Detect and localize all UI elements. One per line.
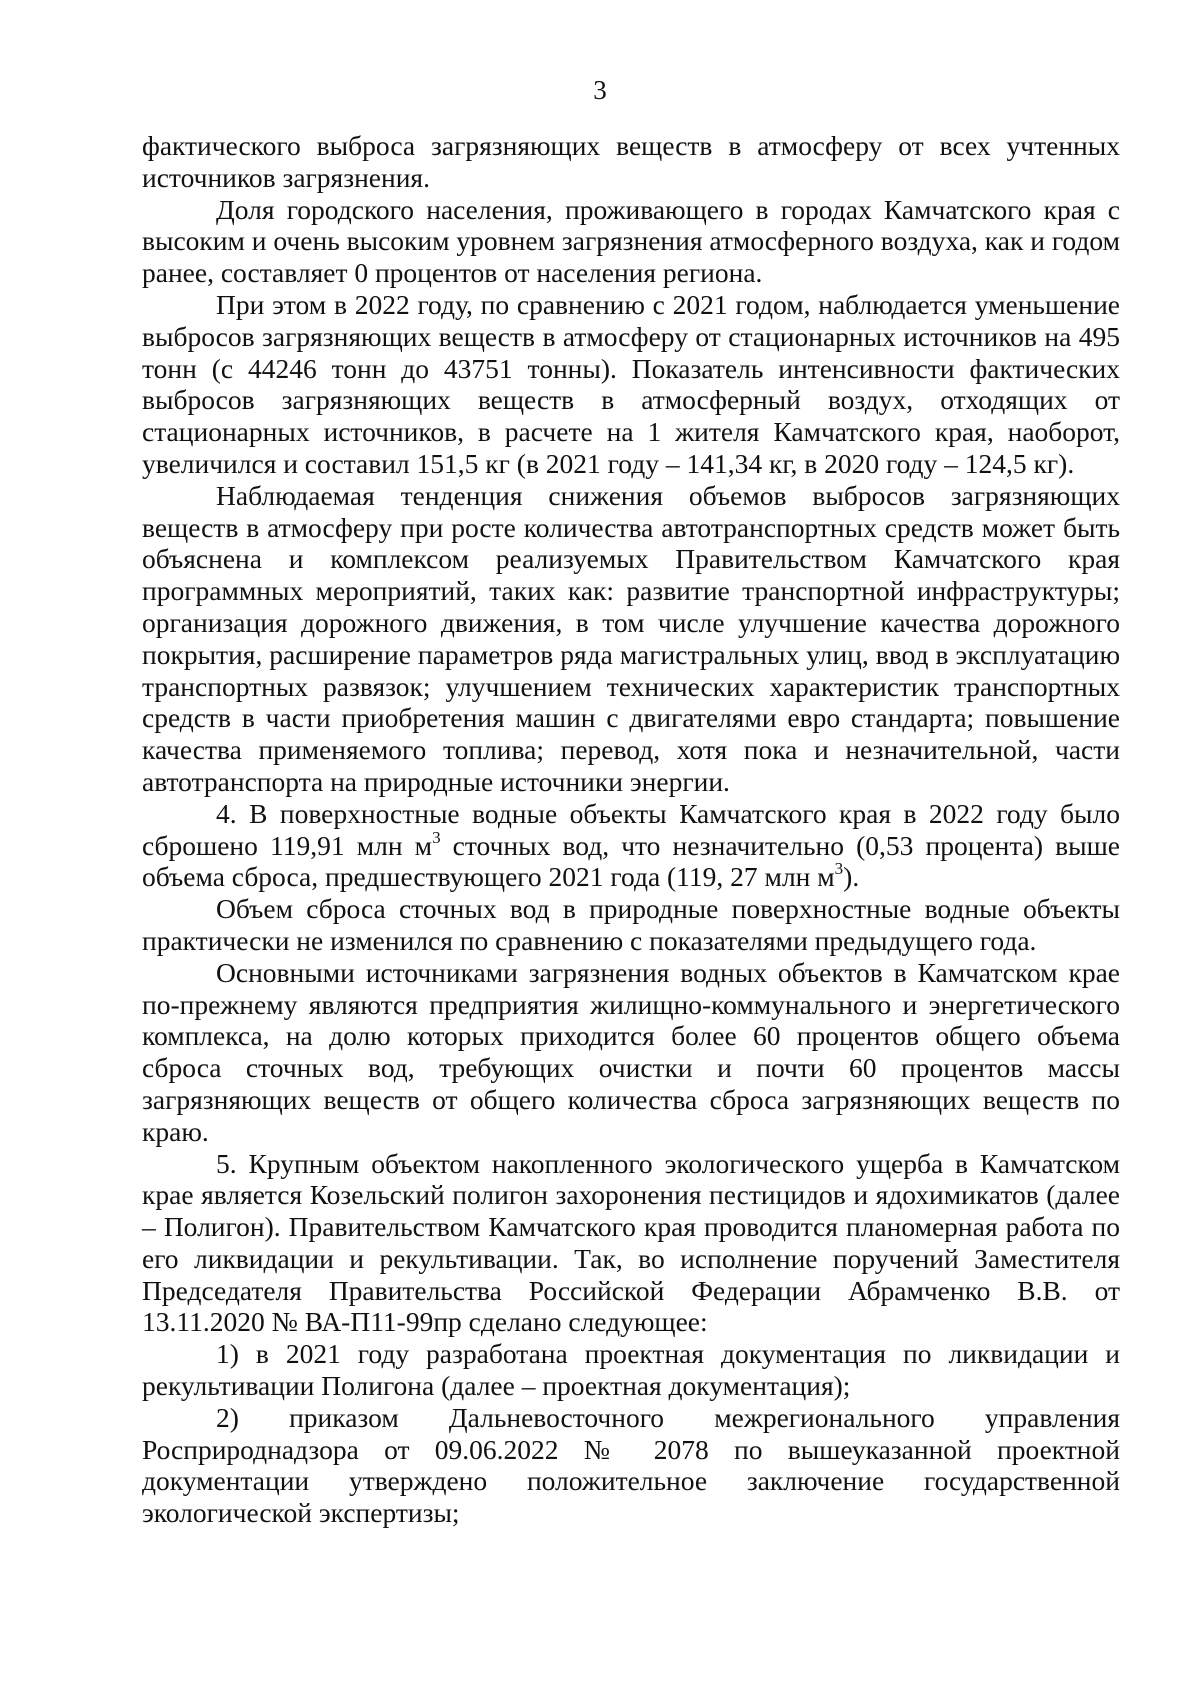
- wastewater-text-3: ).: [843, 861, 860, 893]
- paragraph-air-emissions-continued: фактического выброса загрязняющих веществ в атмосферу от всех учтенных источников загрязнения.: [142, 130, 1120, 193]
- paragraph-wastewater-discharge: [142, 798, 1120, 893]
- paragraph-kozelsky-landfill: 5. Крупным объектом накопленного экологического ущерба в Камчатском крае является Козельский полигон захоронения пестицидов и ядохимикатов (далее – Полигон). Правительством Камчатского края проводится планомерная работа по его ликвидации и рекультивации. Так, во исполнение поручений Заместителя Председателя Правительства Российской Федерации Абрамченко В.В. от 13.11.2020 № ВА-П11-99пр сделано следующее:: [142, 1147, 1120, 1338]
- cubic-superscript: 3: [834, 859, 844, 879]
- paragraph-discharge-volume: Объем сброса сточных вод в природные поверхностные водные объекты практически не изменился по сравнению с показателями предыдущего года.: [142, 893, 1120, 956]
- paragraph-stationary-emissions: При этом в 2022 году, по сравнению с 2021 годом, наблюдается уменьшение выбросов загрязняющих веществ в атмосферу от стационарных источников на 495 тонн (с 44246 тонн до 43751 тонны). Показатель интенсивности фактических выбросов загрязняющих веществ в атмосферный воздух, отходящих от стационарных источников, в расчете на 1 жителя Камчатского края, наоборот, увеличился и составил 151,5 кг (в 2021 году – 141,34 кг, в 2020 году – 124,5 кг).: [142, 288, 1120, 479]
- wastewater-text-1: 4. В поверхностные водные объекты Камчатского края в 2022 году было сброшено 119,91 млн м: [142, 797, 1120, 861]
- paragraph-emission-trend: Наблюдаемая тенденция снижения объемов выбросов загрязняющих веществ в атмосферу при росте количества автотранспортных средств может быть объяснена и комплексом реализуемых Правительством Камчатского края программных мероприятий, таких как: развитие транспортной инфраструктуры; организация дорожного движения, в том числе улучшение качества дорожного покрытия, расширение параметров ряда магистральных улиц, ввод в эксплуатацию транспортных развязок; улучшением технических характеристик транспортных средств в части приобретения машин с двигателями евро стандарта; повышение качества применяемого топлива; перевод, хотя пока и незначительной, части автотранспорта на природные источники энергии.: [142, 479, 1120, 797]
- paragraph-pollution-sources: Основными источниками загрязнения водных объектов в Камчатском крае по-прежнему являются предприятия жилищно-коммунального и энергетического комплекса, на долю которых приходится более 60 процентов общего объема сброса сточных вод, требующих очистки и почти 60 процентов массы загрязняющих веществ от общего количества сброса загрязняющих веществ по краю.: [142, 956, 1120, 1147]
- paragraph-item-1: 1) в 2021 году разработана проектная документация по ликвидации и рекультивации Полигона (далее – проектная документация);: [142, 1338, 1120, 1402]
- page-number: 3: [593, 75, 607, 105]
- paragraph-item-2: 2) приказом Дальневосточного межрегионального управления Росприроднадзора от 09.06.2022 № 2078 по вышеуказанной проектной документации утверждено положительное заключение государственной экологической экспертизы;: [142, 1401, 1120, 1529]
- wastewater-text-2: сточных вод, что незначительно (0,53 процента) выше объема сброса, предшествующего 2021 года (119, 27 млн м: [142, 829, 1120, 893]
- paragraph-urban-population-share: Доля городского населения, проживающего в городах Камчатского края с высоким и очень высоким уровнем загрязнения атмосферного воздуха, как и годом ранее, составляет 0 процентов от населения региона.: [142, 193, 1120, 289]
- document-body: [142, 130, 1120, 1529]
- cubic-superscript: 3: [432, 827, 441, 847]
